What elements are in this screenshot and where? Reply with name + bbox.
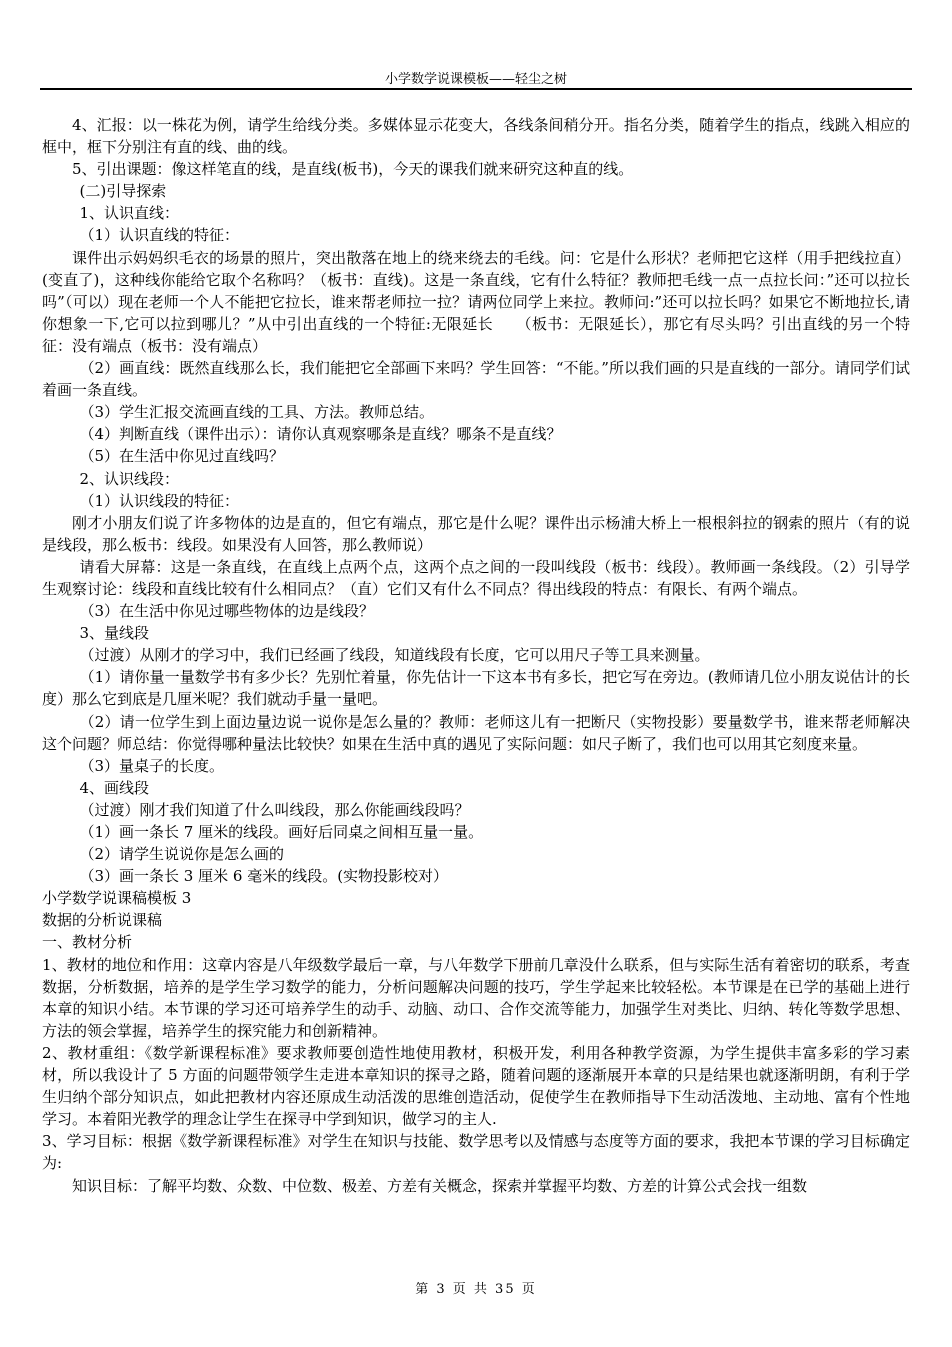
paragraph: 小学数学说课稿模板 3 xyxy=(42,889,192,908)
paragraph: 4、汇报：以一株花为例，请学生给线分类。多媒体显示花变大，各线条间稍分开。指名分类，随着学生的指点，线跳入相应的框中，框下分别注有直的线、曲的线。 xyxy=(42,116,910,157)
paragraph: 2、教材重组：《数学新课程标准》要求教师要创造性地使用教材，积极开发，利用各种教学资源，为学生提供丰富多彩的学习素材，所以我设计了 5 方面的问题带领学生走进本章知识的探寻之路，随着问题的逐渐展开本章的只是结果也就逐渐明朗，有利于学生归纳个部分知识点，如此把教材内容还原成生动活泼的思维创造活动，促使学生在教师指导下生动活泼地、主动地、富有个性地学习。本着阳光教学的理念让学生在探寻中学到知识，做学习的主人. xyxy=(42,1043,910,1129)
paragraph: 3、量线段 xyxy=(79,624,150,643)
paragraph: （3）学生汇报交流画直线的工具、方法。教师总结。 xyxy=(79,403,435,422)
paragraph: （3）在生活中你见过哪些物体的边是线段？ xyxy=(79,602,375,621)
paragraph: （2）画直线：既然直线那么长，我们能把它全部画下来吗？学生回答：“不能。”所以我们画的只是直线的一部分。请同学们试着画一条直线。 xyxy=(42,359,910,400)
paragraph: 1、认识直线： xyxy=(79,204,180,223)
paragraph: （3）量桌子的长度。 xyxy=(79,756,225,775)
paragraph: （2）请一位学生到上面边量边说一说你是怎么量的？教师：老师这儿有一把断尺（实物投影）要量数学书，谁来帮老师解决这个问题？师总结：你觉得哪种量法比较快？如果在生活中真的遇见了实际问题：如尺子断了，我们也可以用其它刻度来量。 xyxy=(42,712,910,753)
page-header: 小学数学说课模板——轻尘之树 xyxy=(384,72,567,87)
paragraph: 课件出示妈妈织毛衣的场景的照片，突出散落在地上的绕来绕去的毛线。问：它是什么形状？老师把它这样（用手把线拉直）(变直了)，这种线你能给它取个名称吗？（板书：直线)。这是一条直线，它有什么特征？教师把毛线一点一点拉长问：”还可以拉长吗”（可以）现在老师一个人不能把它拉长，谁来帮老师拉一拉？请两位同学上来拉。教师问:”还可以拉长吗？如果它不断地拉长,请你想象一下,它可以拉到哪儿？”从中引出直线的一个特征:无限延长 （板书：无限延长），那它有尽头吗？引出直线的另一个特征：没有端点（板书：没有端点） xyxy=(42,248,910,355)
paragraph: 请看大屏幕：这是一条直线，在直线上点两个点，这两个点之间的一段叫线段（板书：线段）。教师画一条线段。（2）引导学生观察讨论：线段和直线比较有什么相同点？（直）它们又有什么不同点？得出线段的特点：有限长、有两个端点。 xyxy=(42,557,910,598)
paragraph: 刚才小朋友们说了许多物体的边是直的，但它有端点，那它是什么呢？课件出示杨浦大桥上一根根斜拉的钢索的照片（有的说是线段，那么板书：线段。如果没有人回答，那么教师说） xyxy=(42,513,910,554)
paragraph: 4、画线段 xyxy=(79,778,150,797)
paragraph: 一、教材分析 xyxy=(42,933,133,952)
paragraph: （1）认识线段的特征： xyxy=(79,491,240,510)
paragraph: （2）请学生说说你是怎么画的 xyxy=(79,845,285,864)
paragraph: （1）认识直线的特征： xyxy=(79,226,240,245)
page-footer: 第 3 页 共 35 页 xyxy=(415,1282,537,1297)
paragraph: （1）请你量一量数学书有多少长？先别忙着量，你先估计一下这本书有多长，把它写在旁边。(教师请几位小朋友说估计的长度）那么它到底是几厘米呢？我们就动手量一量吧。 xyxy=(42,668,910,709)
paragraph: 5、引出课题：像这样笔直的线，是直线(板书)，今天的课我们就来研究这种直的线。 xyxy=(72,160,634,179)
paragraph: 2、认识线段： xyxy=(79,469,180,488)
paragraph: （过渡）从刚才的学习中，我们已经画了线段，知道线段有长度，它可以用尺子等工具来测量。 xyxy=(79,646,710,665)
paragraph: 知识目标：了解平均数、众数、中位数、极差、方差有关概念，探索并掌握平均数、方差的计算公式会找一组数 xyxy=(72,1176,808,1195)
header-rule xyxy=(40,88,912,90)
paragraph: 3、学习目标：根据《数学新课程标准》对学生在知识与技能、数学思考以及情感与态度等方面的要求，我把本节课的学习目标确定为: xyxy=(42,1132,910,1173)
paragraph: （5）在生活中你见过直线吗？ xyxy=(79,447,285,466)
paragraph: （过渡）刚才我们知道了什么叫线段，那么你能画线段吗？ xyxy=(79,800,470,819)
paragraph: (二)引导探索 xyxy=(79,182,167,201)
paragraph: （4）判断直线（课件出示）：请你认真观察哪条是直线？哪条不是直线？ xyxy=(79,425,562,444)
paragraph: （3）画一条长 3 厘米 6 毫米的线段。(实物投影校对） xyxy=(79,867,449,886)
document-body xyxy=(42,114,910,1197)
paragraph: （1）画一条长 7 厘米的线段。画好后同桌之间相互量一量。 xyxy=(79,823,484,841)
paragraph: 1、教材的地位和作用：这章内容是八年级数学最后一章，与八年数学下册前几章没什么联系，但与实际生活有着密切的联系，考查数据，分析数据，培养的是学生学习数学的能力，分析问题解决问题的技巧，学生学起来比较轻松。本节课是在已学的基础上进行本章的知识小结。本节课的学习还可培养学生的动手、动脑、动口、合作交流等能力，加强学生对类比、归纳、转化等数学思想、方法的领会掌握，培养学生的探究能力和创新精神。 xyxy=(42,955,910,1040)
paragraph: 数据的分析说课稿 xyxy=(42,911,163,930)
